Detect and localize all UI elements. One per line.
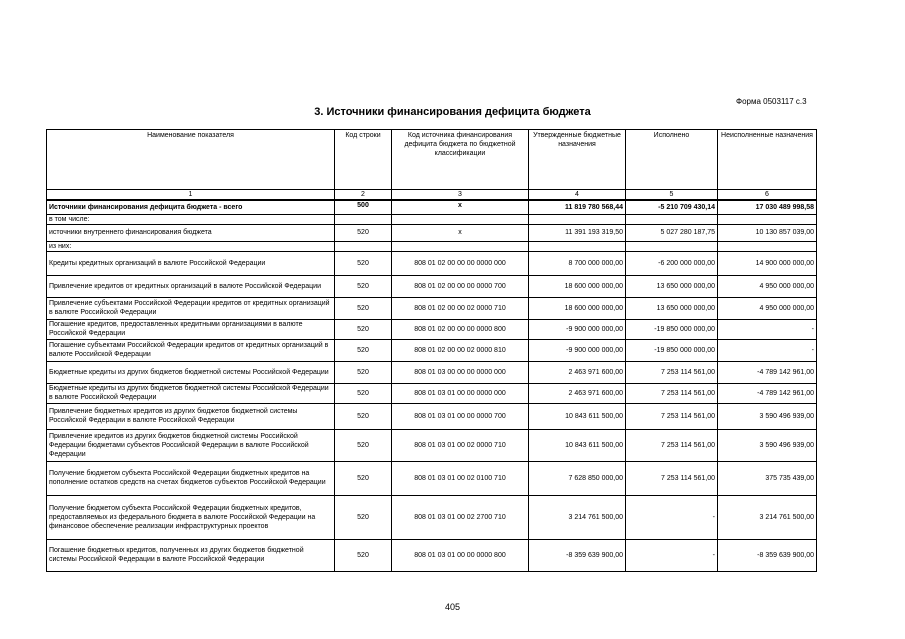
cell-name: Бюджетные кредиты из других бюджетов бюджетной системы Российской Федерации: [47, 361, 335, 383]
cell-name: Погашение субъектами Российской Федерации кредитов от кредитных организаций в валюте Российской Федерации: [47, 339, 335, 361]
cell-unexecuted: -8 359 639 900,00: [718, 539, 817, 571]
cell-executed: [626, 241, 718, 251]
column-header: Код строки: [335, 130, 392, 190]
cell-approved: 2 463 971 600,00: [529, 361, 626, 383]
column-header: Наименование показателя: [47, 130, 335, 190]
table-row: [47, 214, 817, 224]
cell-code: 808 01 03 01 00 00 0000 000: [392, 383, 529, 403]
table-row: [47, 319, 817, 339]
form-label: Форма 0503117 с.3: [736, 97, 807, 106]
column-header: Исполнено: [626, 130, 718, 190]
cell-unexecuted: 14 900 000 000,00: [718, 251, 817, 275]
cell-approved: [529, 241, 626, 251]
cell-name: Привлечение кредитов из других бюджетов бюджетной системы Российской Федерации бюджетами субъектов Российской Федерации в валюте Российской Федерации: [47, 429, 335, 461]
cell-executed: 7 253 114 561,00: [626, 429, 718, 461]
cell-approved: [529, 214, 626, 224]
cell-line: 500: [335, 200, 392, 214]
cell-unexecuted: 17 030 489 998,58: [718, 200, 817, 214]
cell-approved: -9 900 000 000,00: [529, 319, 626, 339]
cell-name: Кредиты кредитных организаций в валюте Российской Федерации: [47, 251, 335, 275]
cell-code: 808 01 03 01 00 00 0000 700: [392, 403, 529, 429]
page-number: 405: [444, 602, 461, 612]
cell-executed: 7 253 114 561,00: [626, 361, 718, 383]
table-row: [47, 429, 817, 461]
table-row: [47, 251, 817, 275]
table-row: [47, 224, 817, 241]
cell-line: 520: [335, 224, 392, 241]
table-row: [47, 339, 817, 361]
cell-approved: 11 819 780 568,44: [529, 200, 626, 214]
table-row: [47, 241, 817, 251]
cell-unexecuted: 3 590 496 939,00: [718, 429, 817, 461]
cell-approved: -8 359 639 900,00: [529, 539, 626, 571]
financing-sources-table: [46, 129, 817, 572]
column-number: 6: [718, 190, 817, 201]
table-row: [47, 539, 817, 571]
table-row: [47, 361, 817, 383]
cell-name: источники внутреннего финансирования бюджета: [47, 224, 335, 241]
cell-unexecuted: -: [718, 339, 817, 361]
cell-name: в том числе:: [47, 214, 335, 224]
cell-executed: [626, 214, 718, 224]
cell-executed: 13 650 000 000,00: [626, 275, 718, 297]
cell-executed: -6 200 000 000,00: [626, 251, 718, 275]
table-row: [47, 383, 817, 403]
column-header: Неисполненные назначения: [718, 130, 817, 190]
cell-code: 808 01 02 00 00 00 0000 800: [392, 319, 529, 339]
cell-code: x: [392, 224, 529, 241]
cell-line: [335, 214, 392, 224]
column-number: 2: [335, 190, 392, 201]
cell-line: [335, 241, 392, 251]
cell-line: 520: [335, 319, 392, 339]
table-row: [47, 297, 817, 319]
column-number: 1: [47, 190, 335, 201]
table-row: [47, 461, 817, 495]
cell-approved: 3 214 761 500,00: [529, 495, 626, 539]
column-header: Утвержденные бюджетные назначения: [529, 130, 626, 190]
column-number: 3: [392, 190, 529, 201]
cell-line: 520: [335, 383, 392, 403]
cell-code: 808 01 02 00 00 00 0000 700: [392, 275, 529, 297]
cell-name: из них:: [47, 241, 335, 251]
cell-code: 808 01 02 00 00 02 0000 810: [392, 339, 529, 361]
cell-line: 520: [335, 251, 392, 275]
column-header: Код источника финансирования дефицита бюджета по бюджетной классификации: [392, 130, 529, 190]
cell-approved: 7 628 850 000,00: [529, 461, 626, 495]
cell-unexecuted: 4 950 000 000,00: [718, 297, 817, 319]
table-row: [47, 275, 817, 297]
cell-executed: 7 253 114 561,00: [626, 403, 718, 429]
cell-code: [392, 241, 529, 251]
cell-name: Погашение кредитов, предоставленных кредитными организациями в валюте Российской Федерации: [47, 319, 335, 339]
cell-unexecuted: -4 789 142 961,00: [718, 383, 817, 403]
cell-line: 520: [335, 429, 392, 461]
page-title: 3. Источники финансирования дефицита бюджета: [314, 106, 591, 118]
cell-executed: -5 210 709 430,14: [626, 200, 718, 214]
cell-unexecuted: -4 789 142 961,00: [718, 361, 817, 383]
cell-name: Привлечение субъектами Российской Федерации кредитов от кредитных организаций в валюте Российской Федерации: [47, 297, 335, 319]
cell-code: 808 01 03 00 00 00 0000 000: [392, 361, 529, 383]
table-row: [47, 495, 817, 539]
cell-name: Получение бюджетом субъекта Российской Федерации бюджетных кредитов, предоставляемых из федерального бюджета в валюте Российской Федерации на финансовое обеспечение реализации инфраструктурных проектов: [47, 495, 335, 539]
cell-line: 520: [335, 461, 392, 495]
cell-executed: 7 253 114 561,00: [626, 461, 718, 495]
cell-code: 808 01 03 01 00 00 0000 800: [392, 539, 529, 571]
cell-approved: 10 843 611 500,00: [529, 403, 626, 429]
cell-executed: -: [626, 539, 718, 571]
column-number-row: [47, 190, 817, 201]
cell-name: Получение бюджетом субъекта Российской Федерации бюджетных кредитов на пополнение остатков средств на счетах бюджетов субъектов Российской Федерации: [47, 461, 335, 495]
cell-code: x: [392, 200, 529, 214]
cell-code: [392, 214, 529, 224]
cell-name: Привлечение кредитов от кредитных организаций в валюте Российской Федерации: [47, 275, 335, 297]
cell-line: 520: [335, 403, 392, 429]
table-row: [47, 200, 817, 214]
cell-name: Источники финансирования дефицита бюджета - всего: [47, 200, 335, 214]
cell-line: 520: [335, 361, 392, 383]
cell-approved: 11 391 193 319,50: [529, 224, 626, 241]
cell-executed: 13 650 000 000,00: [626, 297, 718, 319]
cell-executed: 7 253 114 561,00: [626, 383, 718, 403]
cell-unexecuted: 375 735 439,00: [718, 461, 817, 495]
table-row: [47, 403, 817, 429]
cell-approved: 18 600 000 000,00: [529, 297, 626, 319]
cell-code: 808 01 03 01 00 02 0100 710: [392, 461, 529, 495]
cell-unexecuted: -: [718, 319, 817, 339]
cell-unexecuted: 10 130 857 039,00: [718, 224, 817, 241]
cell-name: Погашение бюджетных кредитов, полученных из других бюджетов бюджетной системы Российской Федерации в валюте Российской Федерации: [47, 539, 335, 571]
cell-approved: 10 843 611 500,00: [529, 429, 626, 461]
cell-approved: 18 600 000 000,00: [529, 275, 626, 297]
cell-line: 520: [335, 339, 392, 361]
cell-line: 520: [335, 495, 392, 539]
cell-unexecuted: 4 950 000 000,00: [718, 275, 817, 297]
cell-name: Привлечение бюджетных кредитов из других бюджетов бюджетной системы Российской Федерации в валюте Российской Федерации: [47, 403, 335, 429]
cell-unexecuted: [718, 241, 817, 251]
cell-code: 808 01 02 00 00 02 0000 710: [392, 297, 529, 319]
column-number: 4: [529, 190, 626, 201]
cell-line: 520: [335, 275, 392, 297]
cell-executed: 5 027 280 187,75: [626, 224, 718, 241]
cell-executed: -19 850 000 000,00: [626, 319, 718, 339]
table-header: [47, 130, 817, 190]
cell-approved: 8 700 000 000,00: [529, 251, 626, 275]
cell-unexecuted: 3 214 761 500,00: [718, 495, 817, 539]
cell-code: 808 01 03 01 00 02 2700 710: [392, 495, 529, 539]
cell-executed: -19 850 000 000,00: [626, 339, 718, 361]
column-number: 5: [626, 190, 718, 201]
cell-approved: 2 463 971 600,00: [529, 383, 626, 403]
cell-code: 808 01 02 00 00 00 0000 000: [392, 251, 529, 275]
cell-executed: -: [626, 495, 718, 539]
cell-unexecuted: [718, 214, 817, 224]
cell-code: 808 01 03 01 00 02 0000 710: [392, 429, 529, 461]
cell-unexecuted: 3 590 496 939,00: [718, 403, 817, 429]
cell-approved: -9 900 000 000,00: [529, 339, 626, 361]
cell-name: Бюджетные кредиты из других бюджетов бюджетной системы Российской Федерации в валюте Российской Федерации: [47, 383, 335, 403]
cell-line: 520: [335, 297, 392, 319]
cell-line: 520: [335, 539, 392, 571]
